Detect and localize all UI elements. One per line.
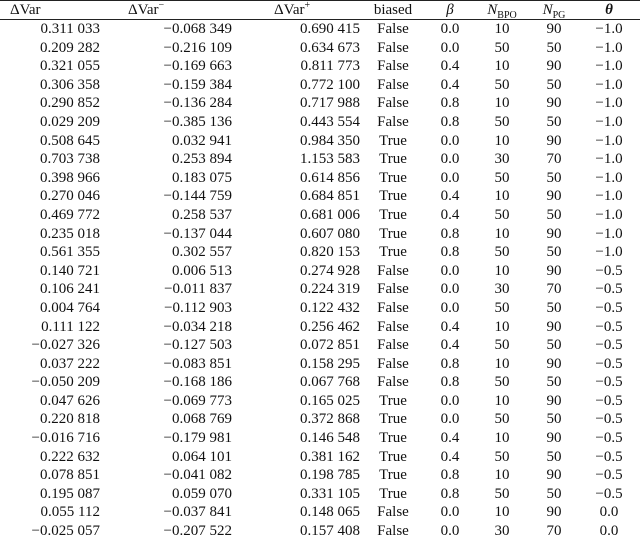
cell-delta-var-minus: −0.144 759 (163, 188, 232, 205)
cell-delta-var-minus: −0.011 837 (164, 281, 232, 298)
cell-delta-var-plus: 0.614 856 (300, 169, 360, 186)
cell-theta: −0.5 (595, 299, 623, 316)
cell-delta-var-plus: 0.224 319 (300, 281, 360, 298)
cell-n-pg: 50 (546, 337, 562, 354)
cell-theta: −0.5 (595, 392, 623, 409)
cell-beta: 0.8 (440, 355, 460, 372)
cell-theta: −0.5 (595, 281, 623, 298)
cell-n-bpo: 10 (494, 21, 510, 37)
cell-theta: 0.0 (599, 523, 619, 540)
cell-biased: True (379, 132, 407, 149)
cell-theta: −1.0 (595, 58, 623, 75)
cell-beta: 0.0 (440, 411, 460, 428)
cell-beta: 0.0 (440, 262, 460, 279)
cell-delta-var: 0.235 018 (40, 225, 100, 242)
cell-theta: −0.5 (595, 485, 623, 502)
header-delta-var (0, 1, 100, 20)
cell-n-pg: 50 (546, 244, 562, 261)
table-row (0, 113, 640, 132)
cell-delta-var-minus: 0.064 101 (172, 448, 232, 465)
cell-delta-var-minus: −0.069 773 (163, 392, 232, 409)
cell-theta: −1.0 (595, 113, 623, 130)
cell-theta: −1.0 (595, 225, 623, 242)
cell-delta-var: −0.016 716 (31, 430, 100, 447)
cell-delta-var-plus: 0.684 851 (300, 188, 360, 205)
cell-delta-var: 0.111 122 (41, 318, 100, 335)
table-row (0, 57, 640, 76)
cell-n-pg: 50 (546, 485, 562, 502)
cell-n-bpo: 30 (494, 523, 510, 540)
cell-delta-var-plus: 0.165 025 (300, 392, 360, 409)
cell-n-pg: 90 (546, 132, 562, 149)
cell-delta-var-minus: −0.216 109 (163, 39, 232, 56)
cell-beta: 0.0 (440, 523, 460, 540)
cell-biased: False (377, 504, 409, 521)
cell-biased: False (377, 337, 409, 354)
cell-delta-var-minus: −0.127 503 (163, 337, 232, 354)
cell-biased: False (377, 58, 409, 75)
cell-beta: 0.0 (440, 504, 460, 521)
cell-n-bpo: 50 (494, 206, 510, 223)
cell-biased: True (379, 188, 407, 205)
cell-biased: True (379, 411, 407, 428)
table-row (0, 336, 640, 355)
cell-beta: 0.8 (440, 95, 460, 112)
cell-delta-var-minus: 0.183 075 (172, 169, 232, 186)
table-row (0, 485, 640, 504)
cell-biased: False (377, 281, 409, 298)
cell-theta: −0.5 (595, 355, 623, 372)
cell-delta-var-minus: 0.258 537 (172, 206, 232, 223)
table-row (0, 206, 640, 225)
header-delta-var-plus (232, 1, 360, 20)
cell-biased: False (377, 39, 409, 56)
cell-delta-var-plus: 1.153 583 (300, 151, 360, 168)
cell-biased: True (379, 244, 407, 261)
cell-n-bpo: 50 (494, 337, 510, 354)
cell-beta: 0.0 (440, 132, 460, 149)
cell-n-bpo: 50 (494, 448, 510, 465)
header-theta (578, 1, 640, 20)
cell-delta-var: 0.290 852 (40, 95, 100, 112)
cell-delta-var-minus: 0.032 941 (172, 132, 232, 149)
cell-delta-var: 0.270 046 (40, 188, 100, 205)
cell-n-pg: 90 (546, 262, 562, 279)
cell-n-bpo: 10 (494, 95, 510, 112)
cell-delta-var: 0.306 358 (40, 76, 100, 93)
header-n-pg-sub: PG (552, 10, 566, 21)
cell-beta: 0.4 (440, 58, 460, 75)
cell-n-pg: 90 (546, 430, 562, 447)
table-row (0, 410, 640, 429)
header-n-bpo-sub: BPO (497, 10, 517, 21)
cell-n-pg: 90 (546, 21, 562, 37)
cell-theta: −0.5 (595, 467, 623, 484)
cell-beta: 0.4 (440, 430, 460, 447)
cell-n-pg: 90 (546, 318, 562, 335)
table-row (0, 76, 640, 95)
table-row (0, 373, 640, 392)
cell-beta: 0.8 (440, 374, 460, 391)
cell-n-bpo: 50 (494, 169, 510, 186)
cell-beta: 0.0 (440, 281, 460, 298)
cell-delta-var-plus: 0.198 785 (300, 467, 360, 484)
cell-n-bpo: 10 (494, 467, 510, 484)
cell-n-bpo: 50 (494, 39, 510, 56)
table-row (0, 392, 640, 411)
table-row (0, 243, 640, 262)
cell-theta: −1.0 (595, 206, 623, 223)
cell-n-pg: 50 (546, 206, 562, 223)
table-row (0, 280, 640, 299)
cell-delta-var: 0.004 764 (40, 299, 100, 316)
cell-delta-var-minus: 0.253 894 (172, 151, 232, 168)
cell-n-pg: 50 (546, 299, 562, 316)
cell-n-bpo: 10 (494, 392, 510, 409)
cell-n-pg: 50 (546, 448, 562, 465)
cell-beta: 0.0 (440, 392, 460, 409)
cell-biased: False (377, 523, 409, 540)
cell-n-bpo: 10 (494, 504, 510, 521)
table-row (0, 150, 640, 169)
cell-n-bpo: 10 (494, 58, 510, 75)
cell-delta-var-plus: 0.157 408 (300, 523, 360, 540)
cell-delta-var-plus: 0.372 868 (300, 411, 360, 428)
cell-beta: 0.4 (440, 337, 460, 354)
cell-delta-var-minus: 0.006 513 (172, 262, 232, 279)
cell-n-pg: 90 (546, 467, 562, 484)
cell-beta: 0.0 (440, 21, 460, 37)
table-row (0, 262, 640, 281)
cell-delta-var-plus: 0.122 432 (300, 299, 360, 316)
cell-theta: −1.0 (595, 21, 623, 37)
cell-beta: 0.8 (440, 225, 460, 242)
cell-delta-var: 0.703 738 (40, 151, 100, 168)
cell-biased: True (379, 225, 407, 242)
cell-delta-var-plus: 0.274 928 (300, 262, 360, 279)
cell-n-bpo: 50 (494, 374, 510, 391)
cell-delta-var: 0.321 055 (40, 58, 100, 75)
table-row (0, 448, 640, 467)
cell-theta: −1.0 (595, 39, 623, 56)
cell-delta-var-plus: 0.256 462 (300, 318, 360, 335)
cell-biased: False (377, 355, 409, 372)
cell-delta-var: 0.029 209 (40, 113, 100, 130)
table-row (0, 187, 640, 206)
cell-theta: 0.0 (599, 504, 619, 521)
cell-biased: False (377, 21, 409, 37)
header-n-pg (530, 1, 578, 20)
cell-biased: False (377, 95, 409, 112)
cell-beta: 0.8 (440, 485, 460, 502)
header-row (0, 1, 640, 20)
cell-n-pg: 90 (546, 225, 562, 242)
cell-theta: −0.5 (595, 262, 623, 279)
cell-n-bpo: 30 (494, 151, 510, 168)
cell-n-pg: 90 (546, 504, 562, 521)
cell-delta-var-plus: 0.146 548 (300, 430, 360, 447)
cell-delta-var-minus: −0.037 841 (163, 504, 232, 521)
table-row (0, 299, 640, 318)
cell-n-pg: 50 (546, 411, 562, 428)
table-row (0, 225, 640, 244)
cell-n-pg: 90 (546, 58, 562, 75)
cell-delta-var-minus: −0.168 186 (163, 374, 232, 391)
cell-delta-var-plus: 0.443 554 (300, 113, 360, 130)
cell-beta: 0.0 (440, 151, 460, 168)
cell-delta-var: 0.220 818 (40, 411, 100, 428)
cell-n-bpo: 50 (494, 299, 510, 316)
cell-beta: 0.4 (440, 206, 460, 223)
table-row (0, 94, 640, 113)
cell-n-bpo: 10 (494, 262, 510, 279)
cell-biased: True (379, 392, 407, 409)
cell-biased: True (379, 485, 407, 502)
table-header (0, 1, 640, 21)
header-beta-label: β (446, 2, 454, 18)
cell-delta-var: 0.055 112 (40, 504, 100, 521)
cell-delta-var-plus: 0.772 100 (300, 76, 360, 93)
header-biased-label: biased (373, 2, 413, 18)
cell-beta: 0.0 (440, 39, 460, 56)
table-row (0, 503, 640, 522)
cell-n-bpo: 10 (494, 355, 510, 372)
header-delta-var-plus-label: ΔVar (274, 2, 305, 18)
cell-n-pg: 90 (546, 355, 562, 372)
header-delta-var-minus-label: ΔVar (128, 2, 159, 18)
cell-delta-var-plus: 0.820 153 (300, 244, 360, 261)
cell-theta: −1.0 (595, 244, 623, 261)
cell-delta-var: 0.078 851 (40, 467, 100, 484)
cell-delta-var: 0.047 626 (40, 392, 100, 409)
cell-biased: False (377, 374, 409, 391)
cell-delta-var: 0.469 772 (40, 206, 100, 223)
cell-delta-var-minus: −0.207 522 (163, 523, 232, 540)
cell-delta-var-minus: −0.385 136 (163, 113, 232, 130)
cell-delta-var-minus: −0.112 903 (164, 299, 232, 316)
cell-biased: True (379, 151, 407, 168)
table-row (0, 132, 640, 151)
header-n-bpo (474, 1, 530, 20)
cell-theta: −1.0 (595, 151, 623, 168)
header-n-pg-base: N (542, 2, 553, 18)
table-row (0, 355, 640, 374)
cell-biased: False (377, 318, 409, 335)
cell-delta-var-plus: 0.811 773 (300, 58, 360, 75)
cell-n-pg: 90 (546, 188, 562, 205)
cell-biased: True (379, 467, 407, 484)
header-beta (426, 1, 474, 20)
cell-biased: False (377, 262, 409, 279)
cell-delta-var-plus: 0.331 105 (300, 485, 360, 502)
cell-biased: True (379, 206, 407, 223)
cell-theta: −1.0 (595, 188, 623, 205)
cell-delta-var-minus: −0.137 044 (163, 225, 232, 242)
cell-delta-var-plus: 0.984 350 (300, 132, 360, 149)
cell-delta-var: 0.140 721 (40, 262, 100, 279)
cell-n-pg: 90 (546, 392, 562, 409)
cell-theta: −0.5 (595, 411, 623, 428)
cell-n-bpo: 10 (494, 132, 510, 149)
cell-n-bpo: 10 (494, 430, 510, 447)
cell-biased: False (377, 113, 409, 130)
cell-theta: −0.5 (595, 374, 623, 391)
table-row (0, 169, 640, 188)
cell-delta-var: 0.195 087 (40, 485, 100, 502)
cell-delta-var-plus: 0.690 415 (300, 21, 360, 37)
cell-delta-var-plus: 0.148 065 (300, 504, 360, 521)
cell-n-pg: 50 (546, 76, 562, 93)
cell-beta: 0.4 (440, 188, 460, 205)
cell-theta: −0.5 (595, 448, 623, 465)
cell-theta: −1.0 (595, 132, 623, 149)
cell-biased: False (377, 299, 409, 316)
table-row (0, 318, 640, 337)
cell-delta-var: 0.222 632 (40, 448, 100, 465)
table-row (0, 20, 640, 39)
cell-beta: 0.8 (440, 467, 460, 484)
cell-n-bpo: 50 (494, 113, 510, 130)
table-body (0, 20, 640, 541)
cell-n-pg: 50 (546, 169, 562, 186)
cell-biased: True (379, 448, 407, 465)
header-delta-var-minus-sup: − (158, 0, 165, 11)
cell-delta-var-minus: −0.068 349 (163, 21, 232, 37)
cell-biased: False (377, 76, 409, 93)
cell-beta: 0.0 (440, 169, 460, 186)
header-delta-var-label: ΔVar (10, 2, 41, 18)
cell-n-bpo: 50 (494, 411, 510, 428)
table-row (0, 522, 640, 541)
cell-n-bpo: 50 (494, 485, 510, 502)
cell-delta-var-plus: 0.634 673 (300, 39, 360, 56)
header-delta-var-plus-sup: + (304, 0, 311, 11)
cell-biased: True (379, 430, 407, 447)
cell-delta-var: 0.037 222 (40, 355, 100, 372)
cell-delta-var-plus: 0.072 851 (300, 337, 360, 354)
cell-delta-var-plus: 0.607 080 (300, 225, 360, 242)
cell-theta: −1.0 (595, 76, 623, 93)
cell-beta: 0.4 (440, 448, 460, 465)
cell-delta-var-plus: 0.067 768 (300, 374, 360, 391)
cell-delta-var: 0.209 282 (40, 39, 100, 56)
header-theta-label: θ (605, 2, 613, 18)
cell-n-bpo: 50 (494, 76, 510, 93)
cell-beta: 0.8 (440, 244, 460, 261)
cell-delta-var-minus: −0.083 851 (163, 355, 232, 372)
cell-delta-var-plus: 0.381 162 (300, 448, 360, 465)
cell-beta: 0.8 (440, 113, 460, 130)
cell-delta-var-plus: 0.681 006 (300, 206, 360, 223)
cell-delta-var-minus: −0.041 082 (163, 467, 232, 484)
cell-delta-var-minus: −0.179 981 (163, 430, 232, 447)
cell-beta: 0.4 (440, 76, 460, 93)
cell-delta-var-minus: −0.169 663 (163, 58, 232, 75)
header-n-bpo-base: N (487, 2, 498, 18)
cell-n-pg: 50 (546, 374, 562, 391)
cell-delta-var-minus: 0.068 769 (172, 411, 232, 428)
cell-biased: True (379, 169, 407, 186)
cell-n-bpo: 10 (494, 225, 510, 242)
table-row (0, 466, 640, 485)
cell-n-pg: 50 (546, 39, 562, 56)
cell-delta-var: −0.050 209 (31, 374, 100, 391)
cell-n-pg: 70 (546, 151, 562, 168)
cell-delta-var-plus: 0.158 295 (300, 355, 360, 372)
cell-n-bpo: 50 (494, 244, 510, 261)
cell-n-pg: 90 (546, 95, 562, 112)
cell-delta-var: 0.398 966 (40, 169, 100, 186)
cell-n-pg: 70 (546, 523, 562, 540)
cell-theta: −1.0 (595, 169, 623, 186)
cell-delta-var: 0.106 241 (40, 281, 100, 298)
header-delta-var-minus (100, 1, 232, 20)
table-row (0, 39, 640, 58)
cell-n-bpo: 10 (494, 318, 510, 335)
cell-n-pg: 70 (546, 281, 562, 298)
header-biased (360, 1, 426, 20)
cell-beta: 0.4 (440, 318, 460, 335)
cell-theta: −0.5 (595, 318, 623, 335)
cell-delta-var: −0.025 057 (31, 523, 100, 540)
table-row (0, 429, 640, 448)
cell-delta-var: 0.311 033 (40, 21, 100, 37)
cell-n-bpo: 30 (494, 281, 510, 298)
cell-delta-var-minus: −0.136 284 (163, 95, 232, 112)
cell-beta: 0.0 (440, 299, 460, 316)
cell-delta-var: −0.027 326 (31, 337, 100, 354)
cell-n-bpo: 10 (494, 188, 510, 205)
cell-delta-var: 0.561 355 (40, 244, 100, 261)
cell-delta-var-minus: −0.159 384 (163, 76, 232, 93)
cell-delta-var-minus: 0.059 070 (172, 485, 232, 502)
cell-delta-var-plus: 0.717 988 (300, 95, 360, 112)
cell-delta-var: 0.508 645 (40, 132, 100, 149)
cell-theta: −0.5 (595, 430, 623, 447)
cell-delta-var-minus: 0.302 557 (172, 244, 232, 261)
cell-theta: −0.5 (595, 337, 623, 354)
cell-delta-var-minus: −0.034 218 (163, 318, 232, 335)
cell-theta: −1.0 (595, 95, 623, 112)
cell-n-pg: 50 (546, 113, 562, 130)
